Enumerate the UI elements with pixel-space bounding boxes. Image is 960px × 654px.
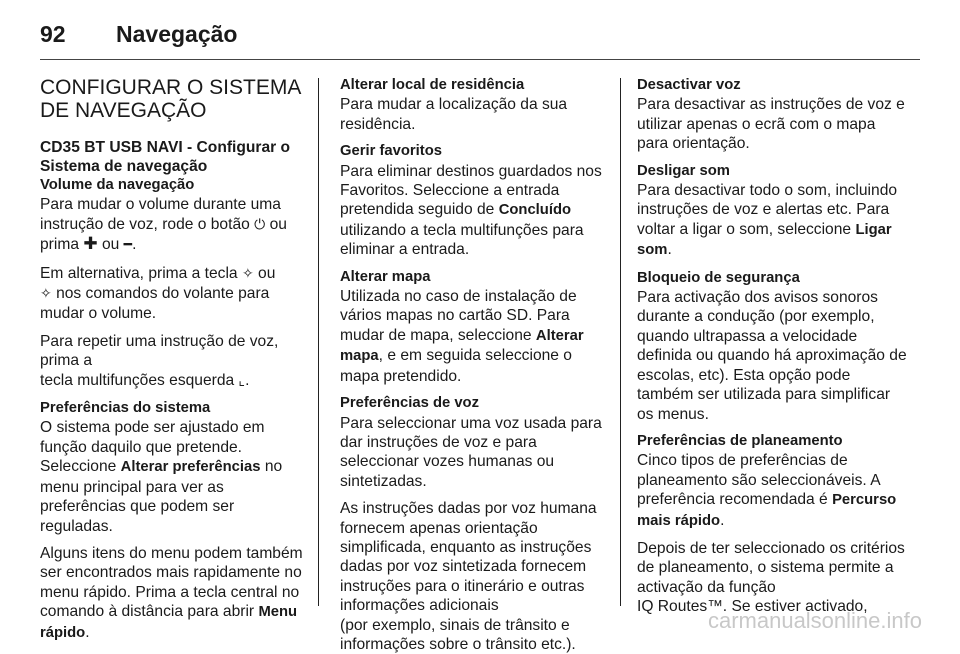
page-number: 92 [40,20,66,47]
voice-block [340,394,608,491]
volume-down-icon: ✧ [40,286,52,303]
after-text: IQ Routes™. Se estiver activado, [637,598,868,616]
alt-text: nos comandos do volante para mudar o volume. [40,285,270,323]
volume-block: Volume da navegação Para mudar o volume durante uma instrução de voz, rode o botão ⏻ ou prima ✚ ou ━. [40,176,308,256]
volume-text: ou [101,236,120,254]
voice-paragraph [340,499,608,654]
column-2 [340,76,608,654]
plan-block: Preferências de planeamento Cinco tipos de preferências de planeamento são seleccionáveis. A preferência recomendada é Percurso mais rápido. [637,432,909,531]
fav-block [340,142,608,259]
home-text: Para mudar a localização da sua residência. [340,96,568,133]
plus-icon: ✚ [83,234,98,255]
after-text: Depois de ter seleccionado os critérios de planeamento, o sistema permite a activação da função [637,539,905,596]
voice-heading: Preferências de voz [340,395,479,412]
map-block [340,268,608,386]
voice-text: (por exemplo, sinais de trânsito e informações sobre o trânsito etc.). [340,616,576,653]
prefs-menu-item: Alterar preferências [120,459,261,476]
plan-text: Cinco tipos de preferências de planeamento são seleccionáveis. A preferência recomendada é [637,452,880,509]
minus-icon: ━ [123,237,133,254]
repeat-text: Para repetir uma instrução de voz, prima a [40,332,279,370]
sound-block: Desligar som Para desactivar todo o som, incluindo instruções de voz e alertas etc. Para voltar a ligar o som, seleccione Ligar som. [637,162,909,261]
fav-heading: Gerir favoritos [340,143,442,160]
lock-text: Para activação dos avisos sonoros durante a condução (por exemplo, quando ultrapassa a velocidade definida ou quando há aproximação de escolas, etc). Esta opção pode também ser utilizada para simplificar os menus. [637,289,907,423]
prefs-text: no menu principal para ver as preferências que podem ser reguladas. [40,458,283,535]
fav-text: Para eliminar destinos guardados nos Favoritos. Seleccione a entrada pretendida seguido de [340,162,602,219]
subsection-title: CD35 BT USB NAVI - Configurar o Sistema de navegação [40,139,291,175]
home-block [340,76,608,134]
prefs-heading: Preferências do sistema [40,400,211,417]
header-rule [40,59,920,60]
alt-paragraph [40,264,308,324]
column-3 [637,76,909,617]
plan-heading: Preferências de planeamento [637,432,843,449]
map-text: Utilizada no caso de instalação de vários mapas no cartão SD. Para mudar de mapa, seleccione [340,288,577,344]
back-key-icon: ⌞ [238,372,246,389]
volume-up-icon: ✧ [241,265,254,282]
volume-heading: Volume da navegação [40,177,195,193]
map-text: , e em seguida seleccione o mapa pretendido. [340,347,572,385]
section-title: CONFIGURAR O SISTEMA DE NAVEGAÇÃO [40,76,301,122]
chapter-title: Navegação [116,20,238,47]
sound-text: Para desactivar todo o som, incluindo instruções de voz e alertas etc. Para voltar a ligar o som, seleccione [637,182,898,238]
alt-text: ou [258,264,276,282]
quick-paragraph: Alguns itens do menu podem também ser encontrados mais rapidamente no menu rápido. Prima a tecla central no comando à distância para abrir Menu rápido. [40,544,303,641]
column-divider [318,78,319,606]
volume-text: Para mudar o volume durante uma instrução de voz, rode o botão [40,196,281,233]
home-heading: Alterar local de residência [340,77,525,93]
after-paragraph [637,539,909,617]
prefs-block [40,399,308,536]
page-header [40,14,237,54]
sound-menu-item: Ligar som [637,221,892,259]
deact-text: Para desactivar as instruções de voz e utilizar apenas o ecrã com o mapa para orientação. [637,96,905,153]
map-heading: Alterar mapa [340,268,431,285]
prefs-text: O sistema pode ser ajustado em função daquilo que pretende. Seleccione [40,419,265,476]
fav-text: utilizando a tecla multifunções para eliminar a entrada. [340,221,584,259]
volume-text: ou prima [40,215,287,254]
lock-heading: Bloqueio de segurança [637,269,800,286]
deact-block [637,76,909,154]
alt-text: Em alternativa, prima a tecla [40,264,238,282]
quick-menu-item: Menu rápido [40,604,298,641]
quick-text: Alguns itens do menu podem também ser encontrados mais rapidamente no menu rápido. Prima a tecla central no comando à distância para abrir [40,544,303,621]
fav-menu-item: Concluído [498,202,572,219]
repeat-text: tecla multifunções esquerda [40,371,235,389]
column-1 [40,76,308,651]
voice-text: Para seleccionar uma voz usada para dar instruções de voz e para seleccionar vozes humanas ou sintetizadas. [340,414,602,490]
map-menu-item: Alterar mapa [340,327,584,365]
watermark: carmanualsonline.info [707,608,922,633]
lock-block [637,269,909,424]
power-knob-icon: ⏻ [254,216,266,233]
repeat-paragraph: Para repetir uma instrução de voz, prima a tecla multifunções esquerda ⌞. [40,332,308,391]
deact-heading: Desactivar voz [637,77,741,93]
voice-text: As instruções dadas por voz humana fornecem apenas orientação simplificada, enquanto as instruções dadas por voz sintetizada fornecem instruções para o itinerário e outras informações adicionais [340,500,597,615]
column-divider [620,78,621,606]
sound-heading: Desligar som [637,162,730,179]
plan-menu-item: Percurso mais rápido [637,492,897,529]
